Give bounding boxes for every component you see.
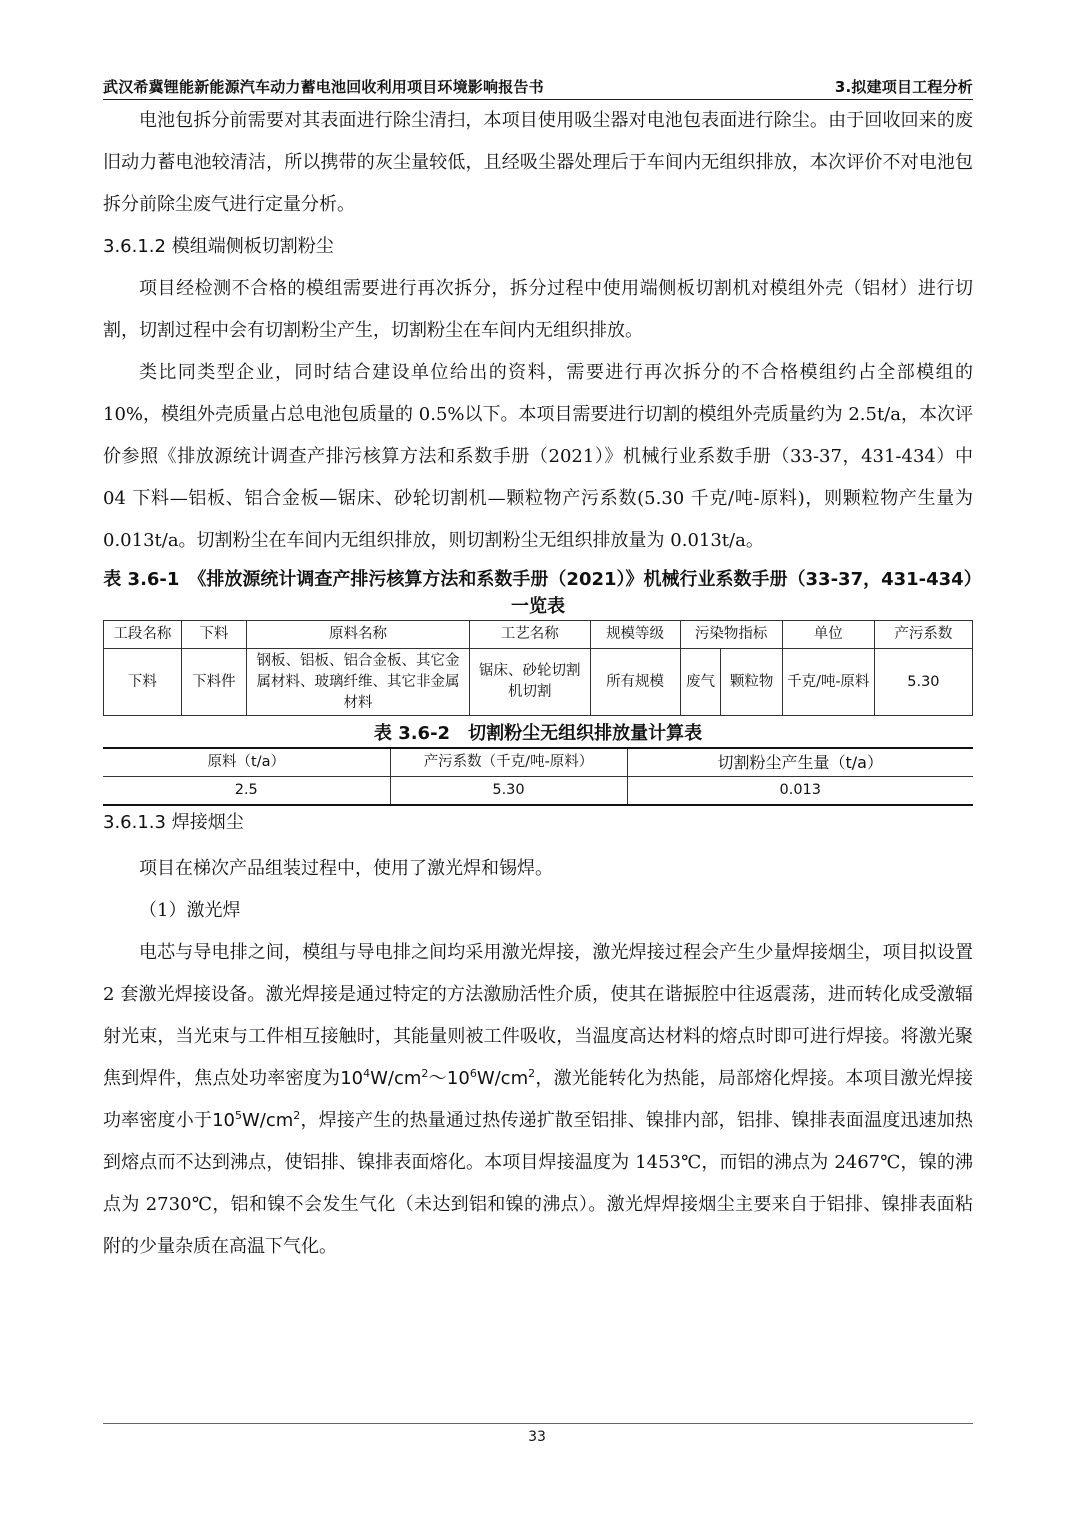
table-cell: 0.013 <box>627 777 973 806</box>
table-row <box>103 777 973 806</box>
table-header-cell: 产污系数 <box>874 621 972 649</box>
table-cell: 千克/吨-原料 <box>782 649 874 716</box>
coefficient-table <box>103 620 973 716</box>
laser-text-c: ，焊接产生的热量通过热传递扩散至铝排、镍排内部，铝排、镍排表面温度迅速加热到熔点而不达到沸点，使铝排、镍排表面熔化。本项目焊接温度为 1453℃，而铝的沸点为 2467℃，镍的沸点为 2730℃，铝和镍不会发生气化（未达到铝和镍的沸点）。激光焊焊接烟尘主要来自于铝排、镍排表面粘附的少量杂质在高温下气化。 <box>103 1110 974 1257</box>
page-content <box>103 100 973 1268</box>
table-3-6-2-title: 表 3.6-2 切割粉尘无组织排放量计算表 <box>373 723 703 744</box>
page-number: 33 <box>528 1429 546 1445</box>
table-row <box>104 649 973 716</box>
table-header-cell: 产污系数（千克/吨-原料） <box>390 748 627 777</box>
footer-rule <box>103 1423 973 1424</box>
paragraph-laser-welding-label: （1）激光焊 <box>139 900 241 921</box>
paragraph-dust-cleaning: 电池包拆分前需要对其表面进行除尘清扫，本项目使用吸尘器对电池包表面进行除尘。由于回收回来的废旧动力蓄电池较清洁，所以携带的灰尘量较低，且经吸尘器处理后于车间内无组织排放，本次评价不对电池包拆分前除尘废气进行定量分析。 <box>103 110 973 215</box>
power-density-limit: $10^5W/cm^2$ <box>212 1109 301 1131</box>
table-header-cell: 单位 <box>782 621 874 649</box>
table-cell: 锯床、砂轮切割机切割 <box>469 649 590 716</box>
laser-text-a: 电芯与导电排之间，模组与导电排之间均采用激光焊接，激光焊接过程会产生少量焊接烟尘，项目拟设置 2 套激光焊接设备。激光焊接是通过特定的方法激励活性介质，使其在谐振腔中往返震荡，进而转化成受激辐射光束，当光束与工件相互接触时，其能量则被工件吸收，当温度高达材料的熔点时即可进行焊接。将激光聚焦到焊件，焦点处功率密度为 <box>103 942 973 1089</box>
table-header-cell: 原料名称 <box>247 621 470 649</box>
table-cell: 下料件 <box>181 649 246 716</box>
table-cell: 2.5 <box>103 777 390 806</box>
table-header-cell: 切割粉尘产生量（t/a） <box>627 748 973 777</box>
page-header <box>103 76 973 97</box>
paragraph-assembly: 项目在梯次产品组装过程中，使用了激光焊和锡焊。 <box>139 858 553 879</box>
heading-3612: 3.6.1.2 模组端侧板切割粉尘 <box>103 236 334 257</box>
table-cell: 钢板、铝板、铝合金板、其它金属材料、玻璃纤维、其它非金属材料 <box>247 649 470 716</box>
table-cell: 下料 <box>104 649 182 716</box>
paragraph-laser-welding <box>103 932 973 1268</box>
table-cell: 颗粒物 <box>721 649 782 716</box>
table-header-row <box>104 621 973 649</box>
table-header-cell: 污染物指标 <box>680 621 782 649</box>
heading-3613: 3.6.1.3 焊接烟尘 <box>103 812 244 833</box>
emission-calculation-table <box>103 747 973 806</box>
power-density-range: $10^4W/cm^2\sim 10^6W/cm^2$ <box>340 1067 536 1089</box>
header-section-title: 3.拟建项目工程分析 <box>834 78 973 96</box>
paragraph-module-cutting: 项目经检测不合格的模组需要进行再次拆分，拆分过程中使用端侧板切割机对模组外壳（铝材）进行切割，切割过程中会有切割粉尘产生，切割粉尘在车间内无组织排放。 <box>103 278 973 341</box>
table-3-6-1-title: 表 3.6-1 《排放源统计调查产排污核算方法和系数手册（2021）》机械行业系数手册（33-37，431-434）一览表 <box>103 569 973 617</box>
table-3-6-1 <box>103 566 973 716</box>
table-header-row <box>103 748 973 777</box>
table-cell: 5.30 <box>874 649 972 716</box>
table-cell: 废气 <box>680 649 721 716</box>
table-header-cell: 原料（t/a） <box>103 748 390 777</box>
table-cell: 所有规模 <box>590 649 680 716</box>
table-header-cell: 工段名称 <box>104 621 182 649</box>
table-3-6-2 <box>103 720 973 806</box>
table-cell: 5.30 <box>390 777 627 806</box>
table-header-cell: 工艺名称 <box>469 621 590 649</box>
laser-text-b: ，激光能转化为热能，局部熔化焊接。本项目激光焊接功率密度小于 <box>103 1068 974 1131</box>
table-header-cell: 规模等级 <box>590 621 680 649</box>
paragraph-cutting-calculation: 类比同类型企业，同时结合建设单位给出的资料，需要进行再次拆分的不合格模组约占全部模组的 10%，模组外壳质量占总电池包质量的 0.5%以下。本项目需要进行切割的模组外壳质量约为 2.5t/a，本次评价参照《排放源统计调查产排污核算方法和系数手册（2021）》机械行业系数手册（33-37，431-434）中 04 下料—铝板、铝合金板—锯床、砂轮切割机—颗粒物产污系数(5.30 千克/吨-原料)，则颗粒物产生量为 0.013t/a。切割粉尘在车间内无组织排放，则切割粉尘无组织排放量为 0.013t/a。 <box>103 362 973 551</box>
table-header-cell: 下料 <box>181 621 246 649</box>
header-document-title: 武汉希冀锂能新能源汽车动力蓄电池回收利用项目环境影响报告书 <box>103 78 544 96</box>
